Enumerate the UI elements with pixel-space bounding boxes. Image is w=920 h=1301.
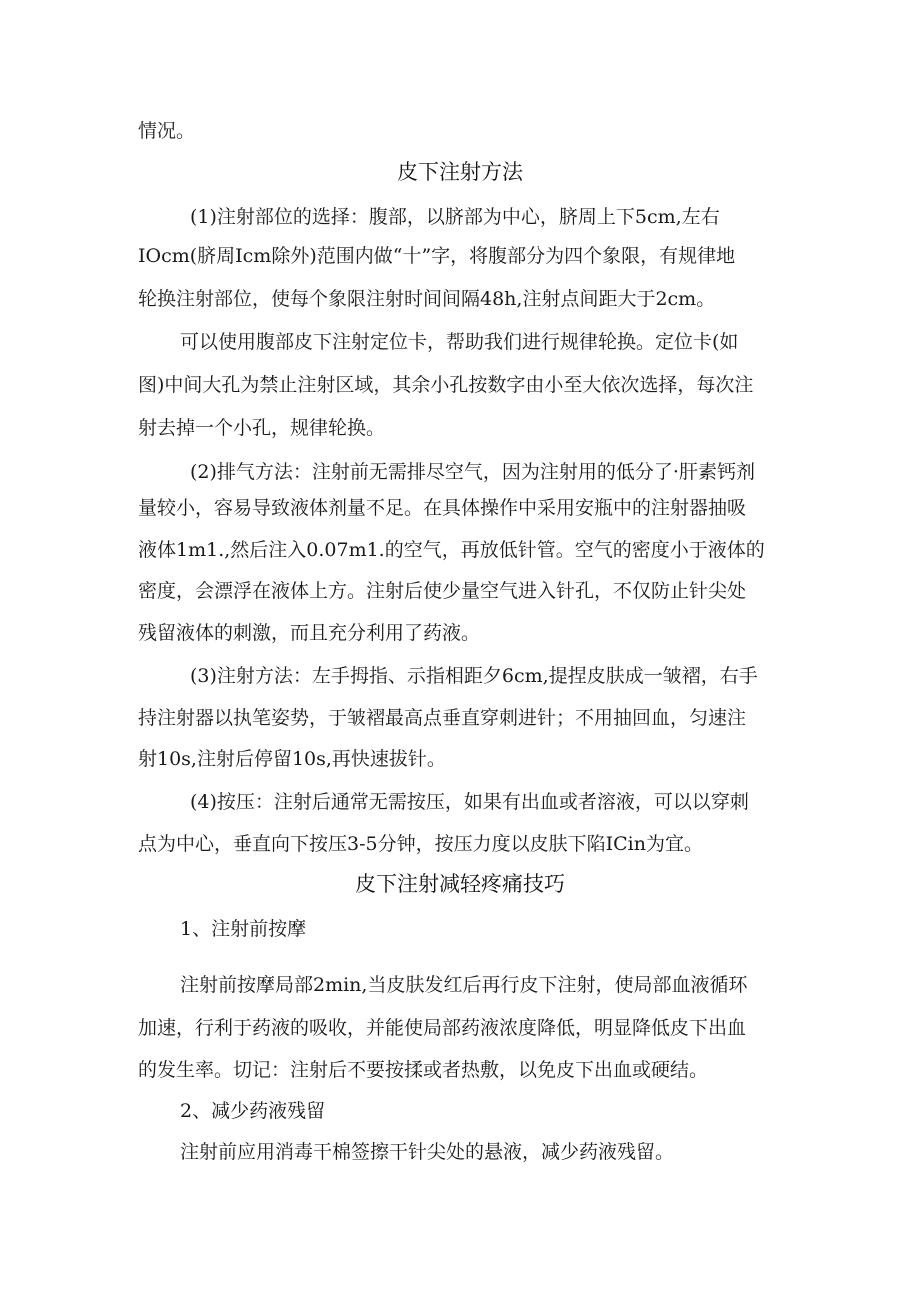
- paragraph-card-line: 可以使用腹部皮下注射定位卡，帮助我们进行规律轮换。定位卡(如: [180, 331, 739, 353]
- paragraph-air-line: 密度，会漂浮在液体上方。注射后使少量空气进入针孔，不仅防止针尖处: [138, 580, 747, 602]
- item-heading-massage: 1、注射前按摩: [180, 918, 307, 940]
- paragraph-residue-line: 注射前应用消毒干棉签擦干针尖处的悬液，减少药液残留。: [180, 1141, 675, 1163]
- paragraph-method-line: 持注射器以执笔姿势，于皱褶最高点垂直穿刺进针；不用抽回血，匀速注: [138, 707, 747, 729]
- continuation-text: 情况。: [138, 120, 196, 142]
- paragraph-site-line: (1)注射部位的选择：腹部，以脐部为中心，脐周上下5cm,左右: [190, 206, 720, 228]
- paragraph-card-line: 图)中间大孔为禁止注射区域，其余小孔按数字由小至大依次选择，每次注: [138, 374, 754, 396]
- paragraph-air-line: 液体1m1.,然后注入0.07m1.的空气，再放低针管。空气的密度小于液体的: [138, 539, 765, 561]
- paragraph-site-line: IOcm(脐周Icm除外)范围内做“十”字，将腹部分为四个象限，有规律地: [138, 245, 736, 267]
- paragraph-massage-line: 加速，行利于药液的吸收，并能使局部药液浓度降低，明显降低皮下出血: [138, 1017, 747, 1039]
- paragraph-massage-line: 的发生率。切记：注射后不要按揉或者热敷，以免皮下出血或硬结。: [138, 1059, 709, 1081]
- paragraph-site-line: 轮换注射部位，使每个象限注射时间间隔48h,注射点间距大于2cm。: [138, 288, 716, 310]
- paragraph-massage-line: 注射前按摩局部2min,当皮肤发红后再行皮下注射，使局部血液循环: [180, 974, 748, 996]
- paragraph-air-line: 残留液体的刺激，而且充分利用了药液。: [138, 622, 481, 644]
- item-heading-residue: 2、减少药液残留: [180, 1100, 326, 1122]
- paragraph-method-line: (3)注射方法：左手拇指、示指相距夕6cm,提捏皮肤成一皱褶，右手: [190, 665, 758, 687]
- paragraph-air-line: 量较小，容易导致液体剂量不足。在具体操作中采用安瓶中的注射器抽吸: [138, 497, 747, 519]
- paragraph-press-line: (4)按压：注射后通常无需按压，如果有出血或者溶液，可以以穿刺: [190, 791, 749, 813]
- paragraph-card-line: 射去掉一个小孔，规律轮换。: [138, 417, 386, 439]
- paragraph-press-line: 点为中心，垂直向下按压3-5分钟，按压力度以皮肤下陷ICin为宜。: [138, 833, 703, 855]
- section-title-injection-method: 皮下注射方法: [397, 160, 523, 184]
- paragraph-method-line: 射10s,注射后停留10s,再快速拔针。: [138, 748, 446, 770]
- paragraph-air-line: (2)排气方法：注射前无需排尽空气，因为注射用的低分了·肝素钙剂: [190, 461, 755, 483]
- section-title-pain-relief: 皮下注射减轻疼痛技巧: [355, 872, 565, 896]
